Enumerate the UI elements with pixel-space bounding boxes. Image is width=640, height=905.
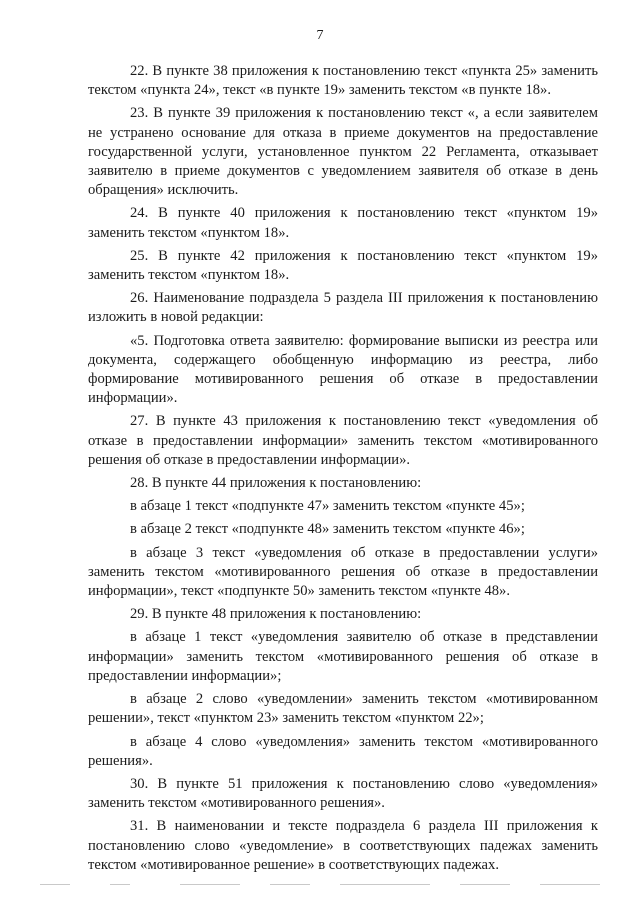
- paragraph-26: 26. Наименование подраздела 5 раздела III приложения к постановлению изложить в новой редакции:: [88, 290, 598, 326]
- document-body: [88, 62, 598, 875]
- scan-artifact-line: [20, 884, 620, 888]
- paragraph-29-abzac-2: в абзаце 2 слово «уведомлении» заменить текстом «мотивированном решении», текст «пунктом 23» заменить текстом «пунктом 22»;: [88, 691, 598, 727]
- paragraph-22: 22. В пункте 38 приложения к постановлению текст «пункта 25» заменить текстом «пункта 24», текст «в пункте 19» заменить текстом «в пункте 18».: [88, 63, 598, 99]
- paragraph-28-abzac-3: в абзаце 3 текст «уведомления об отказе в предоставлении услуги» заменить текстом «мотивированного решения об отказе в предоставлении информации», текст «подпункте 50» заменить текстом «пункте 48».: [88, 544, 598, 600]
- paragraph-30: 30. В пункте 51 приложения к постановлению слово «уведомления» заменить текстом «мотивированного решения».: [88, 775, 598, 812]
- page-number: 7: [316, 28, 324, 43]
- paragraph-28-abzac-1: в абзаце 1 текст «подпункте 47» заменить текстом «пункте 45»;: [130, 498, 525, 515]
- paragraph-31: 31. В наименовании и тексте подраздела 6 раздела III приложения к постановлению слово «уведомление» в соответствующих падежах заменить текстом «мотивированное решение» в соответствующих падежах.: [88, 818, 598, 873]
- paragraph-28: 28. В пункте 44 приложения к постановлению:: [130, 475, 422, 492]
- paragraph-29-abzac-4: в абзаце 4 слово «уведомления» заменить текстом «мотивированного решения».: [88, 733, 598, 769]
- paragraph-29: 29. В пункте 48 приложения к постановлению:: [130, 606, 422, 623]
- paragraph-26-quote: «5. Подготовка ответа заявителю: формирование выписки из реестра или документа, содержащего обобщенную информацию из реестра, либо формирование мотивированного решения об отказе в предоставлении информации».: [88, 332, 598, 407]
- paragraph-29-abzac-1: в абзаце 1 текст «уведомления заявителю об отказе в представлении информации» заменить текстом «мотивированного решения об отказе в предоставлении информации»;: [88, 629, 598, 684]
- paragraph-25: 25. В пункте 42 приложения к постановлению текст «пунктом 19» заменить текстом «пунктом 18».: [88, 247, 598, 284]
- paragraph-27: 27. В пункте 43 приложения к постановлению текст «уведомления об отказе в предоставлении информации» заменить текстом «мотивированного решения об отказе в предоставлении информации».: [88, 413, 598, 468]
- paragraph-23: 23. В пункте 39 приложения к постановлению текст «, а если заявителем не устранено основание для отказа в приеме документов на предоставление государственной услуги, установленное пунктом 22 Регламента, отказывает заявителю в приеме документов с уведомлением заявителя об отказе в день обращения» исключить.: [88, 105, 598, 199]
- paragraph-24: 24. В пункте 40 приложения к постановлению текст «пунктом 19» заменить текстом «пунктом 18».: [88, 205, 598, 241]
- paragraph-28-abzac-2: в абзаце 2 текст «подпункте 48» заменить текстом «пункте 46»;: [130, 521, 525, 538]
